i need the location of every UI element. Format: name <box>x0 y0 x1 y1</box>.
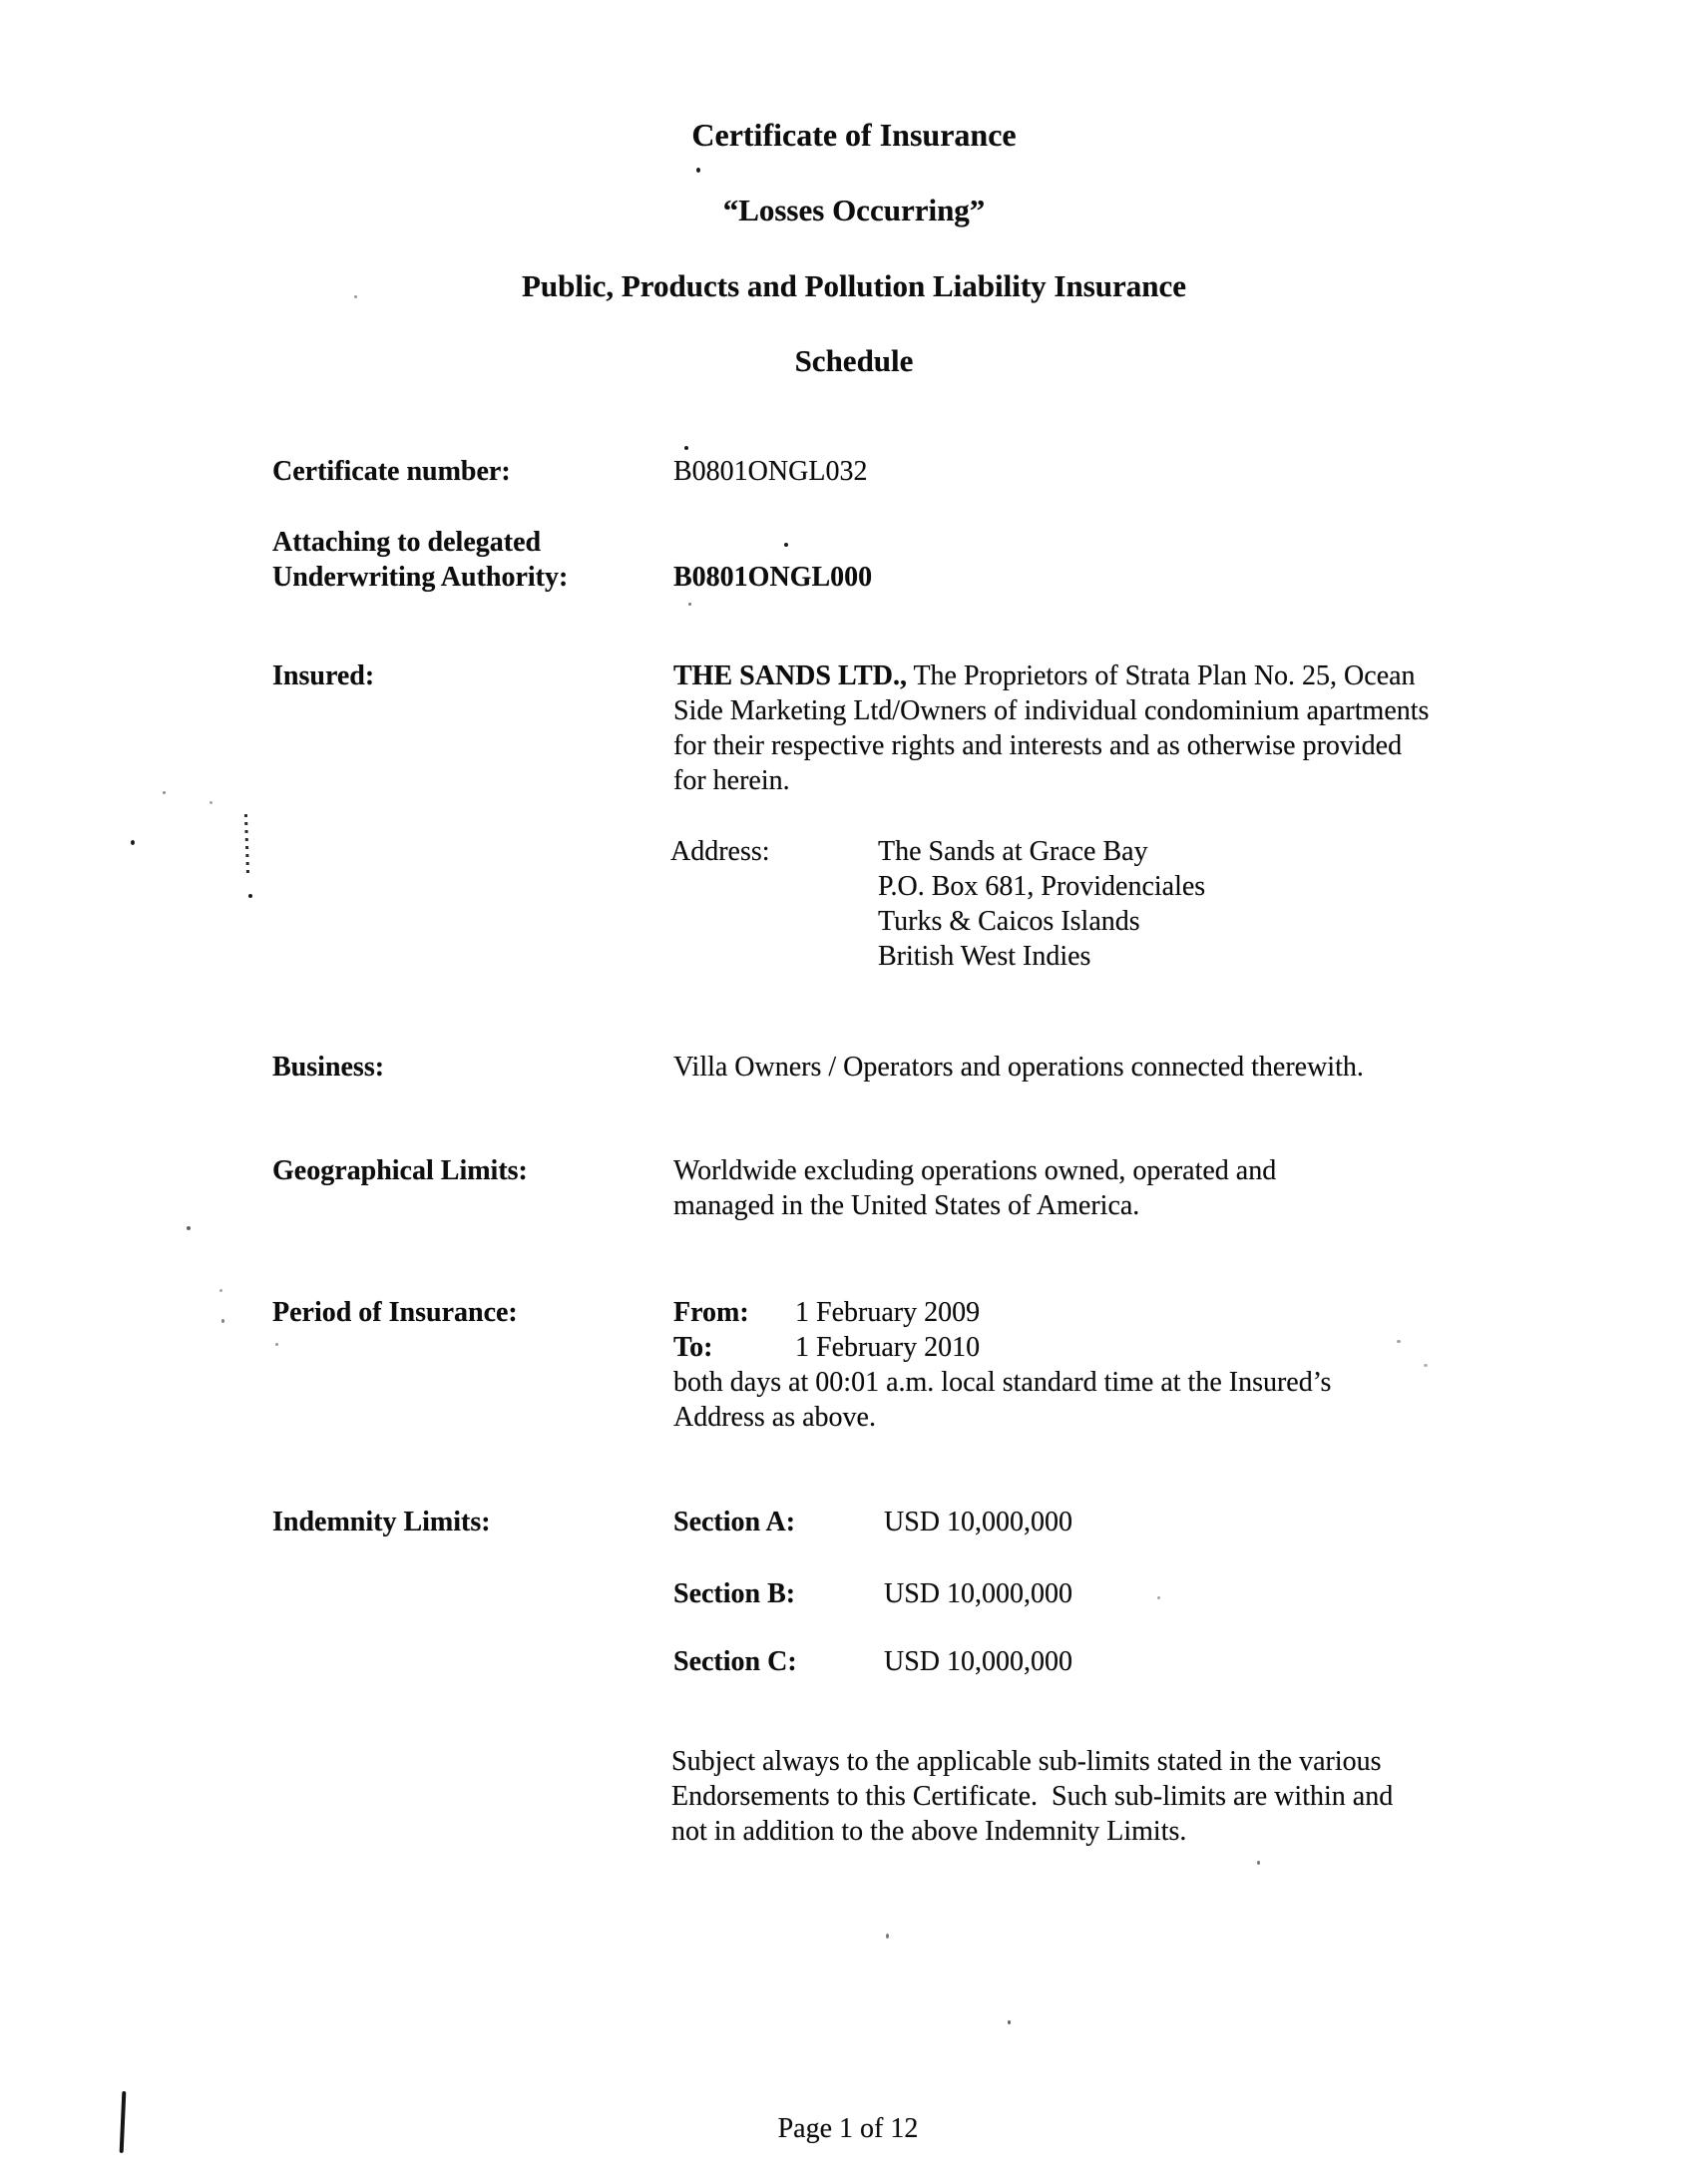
scan-speck <box>1424 1364 1428 1367</box>
indemnity-section-c-amount: USD 10,000,000 <box>884 1646 1073 1677</box>
period-note-line1: both days at 00:01 a.m. local standard time at the Insured’s <box>673 1367 1332 1398</box>
geographical-limits-line1: Worldwide excluding operations owned, operated and <box>673 1155 1277 1186</box>
indemnity-limits-label: Indemnity Limits: <box>272 1507 491 1537</box>
schedule-heading: Schedule <box>794 343 914 378</box>
period-to-label: To: <box>673 1332 713 1363</box>
scan-speck <box>1257 1861 1260 1865</box>
geographical-limits-line2: managed in the United States of America. <box>673 1190 1140 1221</box>
insured-label: Insured: <box>272 660 375 691</box>
insured-value-line2: Side Marketing Ltd/Owners of individual condominium apartments <box>673 695 1430 726</box>
document-title: Certificate of Insurance <box>691 117 1017 153</box>
sublimits-note-line1: Subject always to the applicable sub-limits stated in the various <box>671 1746 1382 1777</box>
scan-speck <box>1157 1596 1160 1599</box>
sublimits-note-line2: Endorsements to this Certificate. Such sub-limits are within and <box>671 1781 1394 1812</box>
certificate-number-value: B0801ONGL032 <box>673 456 868 487</box>
period-to-line <box>673 1330 1331 1365</box>
coverage-basis-title: “Losses Occurring” <box>722 193 986 227</box>
insured-value-line1 <box>673 658 1429 693</box>
indemnity-section-a-amount: USD 10,000,000 <box>884 1507 1073 1537</box>
delegated-authority-label <box>272 525 568 595</box>
page-number: Page 1 of 12 <box>777 2113 919 2144</box>
address-line2: P.O. Box 681, Providenciales <box>878 871 1206 902</box>
scan-artifact-squiggle <box>244 814 249 876</box>
delegated-authority-label-line1: Attaching to delegated <box>272 527 542 558</box>
scan-speck <box>684 446 688 450</box>
indemnity-section-c-name: Section C: <box>673 1646 797 1677</box>
insured-value <box>673 658 1429 798</box>
scan-speck <box>163 791 166 794</box>
scan-speck <box>275 1343 278 1346</box>
indemnity-section-c <box>673 1644 1072 1679</box>
delegated-authority-value: B0801ONGL000 <box>673 562 873 593</box>
scan-speck <box>219 1289 222 1292</box>
business-value: Villa Owners / Operators and operations connected therewith. <box>673 1052 1364 1083</box>
indemnity-section-b-name: Section B: <box>673 1578 796 1609</box>
scan-speck <box>131 840 135 845</box>
indemnity-section-a <box>673 1505 1072 1539</box>
certificate-number-label: Certificate number: <box>272 456 511 487</box>
scan-speck <box>784 543 788 547</box>
insured-value-line3: for their respective rights and interests and as otherwise provided <box>673 730 1403 761</box>
indemnity-section-a-name: Section A: <box>673 1507 796 1537</box>
geographical-limits-value <box>673 1153 1276 1223</box>
insured-name-suffix: The Proprietors of Strata Plan No. 25, Ocean <box>906 660 1416 691</box>
line-of-business-title: Public, Products and Pollution Liability Insurance <box>521 268 1187 303</box>
scan-speck <box>210 801 212 804</box>
indemnity-section-b-amount: USD 10,000,000 <box>884 1578 1073 1609</box>
sublimits-note <box>671 1744 1393 1849</box>
scan-speck <box>354 295 357 298</box>
scan-speck <box>886 1934 889 1939</box>
sublimits-note-line3: not in addition to the above Indemnity Limits. <box>671 1816 1187 1847</box>
period-from-value: 1 February 2009 <box>795 1297 981 1328</box>
scan-speck <box>1397 1340 1401 1343</box>
period-of-insurance-value <box>673 1295 1331 1435</box>
scan-speck <box>248 894 252 898</box>
scan-speck <box>187 1226 191 1230</box>
indemnity-section-b <box>673 1576 1072 1611</box>
insured-value-line4: for herein. <box>673 765 790 796</box>
period-from-label: From: <box>673 1297 749 1328</box>
address-label: Address: <box>670 836 770 867</box>
scan-speck <box>696 168 700 173</box>
address-line1: The Sands at Grace Bay <box>878 836 1148 867</box>
scan-speck <box>1008 2020 1011 2024</box>
geographical-limits-label: Geographical Limits: <box>272 1155 528 1186</box>
business-label: Business: <box>272 1052 385 1083</box>
address-value <box>878 834 1205 974</box>
period-to-value: 1 February 2010 <box>795 1332 981 1363</box>
address-line3: Turks & Caicos Islands <box>878 906 1140 937</box>
period-of-insurance-label: Period of Insurance: <box>272 1297 518 1328</box>
address-line4: British West Indies <box>878 941 1091 972</box>
period-note-line2: Address as above. <box>673 1402 876 1433</box>
insured-name: THE SANDS LTD., <box>673 660 907 691</box>
scan-speck <box>688 603 691 606</box>
delegated-authority-label-line2: Underwriting Authority: <box>272 562 569 593</box>
period-from-line <box>673 1295 1331 1330</box>
scan-speck <box>221 1319 224 1323</box>
